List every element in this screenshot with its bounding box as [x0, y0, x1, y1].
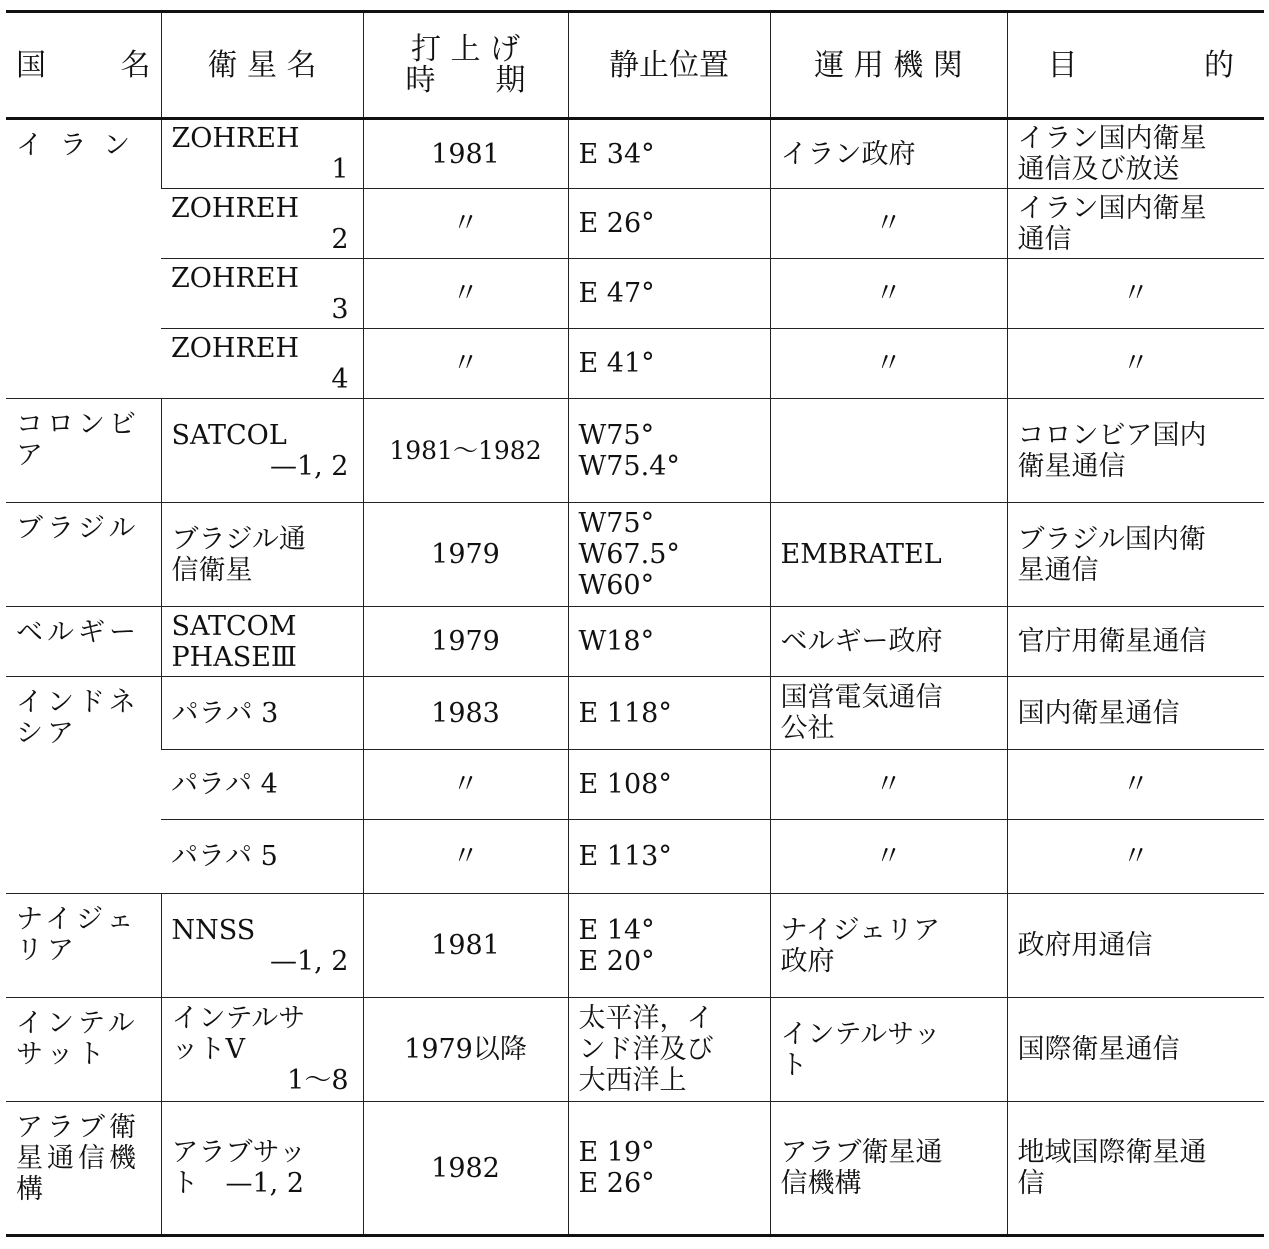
- table-row: [6, 677, 1264, 750]
- purpose-cell: コロンビア国内 衛星通信: [1007, 399, 1264, 503]
- header-row: [6, 12, 1264, 119]
- satellite-cell: アラブサッ ト —1, 2: [161, 1102, 363, 1236]
- position-cell: E 41°: [568, 329, 770, 399]
- launch-cell: 1979: [363, 503, 568, 607]
- country-cell: ベルギー: [6, 607, 161, 677]
- satellite-cell: ZOHREH 4: [161, 329, 363, 399]
- operator-cell: インテルサッ ト: [770, 998, 1007, 1102]
- purpose-cell: イラン国内衛星 通信及び放送: [1007, 119, 1264, 189]
- operator-cell: アラブ衛星通 信機構: [770, 1102, 1007, 1236]
- country-cell: ブラジル: [6, 503, 161, 607]
- table-row: [6, 189, 1264, 259]
- position-cell: E 113°: [568, 820, 770, 894]
- launch-cell: 1983: [363, 677, 568, 750]
- header-country: 国 名: [6, 12, 161, 119]
- purpose-cell: 〃: [1007, 329, 1264, 399]
- position-cell: E 14° E 20°: [568, 894, 770, 998]
- operator-cell: 〃: [770, 329, 1007, 399]
- position-cell: W18°: [568, 607, 770, 677]
- operator-cell: [770, 399, 1007, 503]
- launch-cell: 1981: [363, 894, 568, 998]
- launch-cell: 〃: [363, 750, 568, 820]
- country-cell: アラブ衛 星通信機 構: [6, 1102, 161, 1236]
- satellite-cell: NNSS —1, 2: [161, 894, 363, 998]
- purpose-cell: 〃: [1007, 259, 1264, 329]
- country-cell: コロンビ ア: [6, 399, 161, 503]
- header-position: 静止位置: [568, 12, 770, 119]
- table-row: [6, 259, 1264, 329]
- satellite-cell: ブラジル通 信衛星: [161, 503, 363, 607]
- table-row: [6, 329, 1264, 399]
- purpose-cell: ブラジル国内衛 星通信: [1007, 503, 1264, 607]
- launch-cell: 1982: [363, 1102, 568, 1236]
- operator-cell: 〃: [770, 189, 1007, 259]
- satellite-cell: パラパ 3: [161, 677, 363, 750]
- table-row: [6, 1102, 1264, 1236]
- header-purpose: 目 的: [1007, 12, 1264, 119]
- table-row: [6, 503, 1264, 607]
- satellite-cell: ZOHREH 2: [161, 189, 363, 259]
- country-cell: イ ラ ン: [6, 119, 161, 399]
- satellite-cell: ZOHREH 1: [161, 119, 363, 189]
- satellite-cell: SATCOL —1, 2: [161, 399, 363, 503]
- position-cell: E 34°: [568, 119, 770, 189]
- position-cell: W75° W67.5° W60°: [568, 503, 770, 607]
- table-row: [6, 399, 1264, 503]
- satellite-table: [6, 10, 1264, 1237]
- position-cell: E 19° E 26°: [568, 1102, 770, 1236]
- purpose-cell: 政府用通信: [1007, 894, 1264, 998]
- launch-cell: 〃: [363, 259, 568, 329]
- purpose-cell: 〃: [1007, 820, 1264, 894]
- country-cell: インテル サット: [6, 998, 161, 1102]
- satellite-cell: パラパ 5: [161, 820, 363, 894]
- table-row: [6, 820, 1264, 894]
- launch-cell: 1979以降: [363, 998, 568, 1102]
- operator-cell: 〃: [770, 259, 1007, 329]
- table-row: [6, 119, 1264, 189]
- operator-cell: イラン政府: [770, 119, 1007, 189]
- position-cell: W75° W75.4°: [568, 399, 770, 503]
- header-launch: 打 上 げ 時 期: [363, 12, 568, 119]
- purpose-cell: 官庁用衛星通信: [1007, 607, 1264, 677]
- launch-cell: 〃: [363, 329, 568, 399]
- operator-cell: ベルギー政府: [770, 607, 1007, 677]
- table-row: [6, 750, 1264, 820]
- purpose-cell: イラン国内衛星 通信: [1007, 189, 1264, 259]
- header-operator: 運 用 機 関: [770, 12, 1007, 119]
- operator-cell: 国営電気通信 公社: [770, 677, 1007, 750]
- operator-cell: 〃: [770, 750, 1007, 820]
- position-cell: E 108°: [568, 750, 770, 820]
- country-cell: インドネ シア: [6, 677, 161, 894]
- satellite-cell: インテルサ ットV 1～8: [161, 998, 363, 1102]
- satellite-cell: SATCOM PHASEⅢ: [161, 607, 363, 677]
- position-cell: E 47°: [568, 259, 770, 329]
- position-cell: E 118°: [568, 677, 770, 750]
- launch-cell: 1981～1982: [363, 399, 568, 503]
- table-row: [6, 894, 1264, 998]
- purpose-cell: 国内衛星通信: [1007, 677, 1264, 750]
- operator-cell: ナイジェリア 政府: [770, 894, 1007, 998]
- country-cell: ナイジェ リア: [6, 894, 161, 998]
- launch-cell: 1981: [363, 119, 568, 189]
- launch-cell: 1979: [363, 607, 568, 677]
- operator-cell: EMBRATEL: [770, 503, 1007, 607]
- launch-cell: 〃: [363, 820, 568, 894]
- purpose-cell: 地域国際衛星通 信: [1007, 1102, 1264, 1236]
- purpose-cell: 国際衛星通信: [1007, 998, 1264, 1102]
- satellite-cell: パラパ 4: [161, 750, 363, 820]
- launch-cell: 〃: [363, 189, 568, 259]
- operator-cell: 〃: [770, 820, 1007, 894]
- position-cell: 太平洋，イ ンド洋及び 大西洋上: [568, 998, 770, 1102]
- header-satellite: 衛 星 名: [161, 12, 363, 119]
- purpose-cell: 〃: [1007, 750, 1264, 820]
- satellite-cell: ZOHREH 3: [161, 259, 363, 329]
- table-row: [6, 998, 1264, 1102]
- position-cell: E 26°: [568, 189, 770, 259]
- table-row: [6, 607, 1264, 677]
